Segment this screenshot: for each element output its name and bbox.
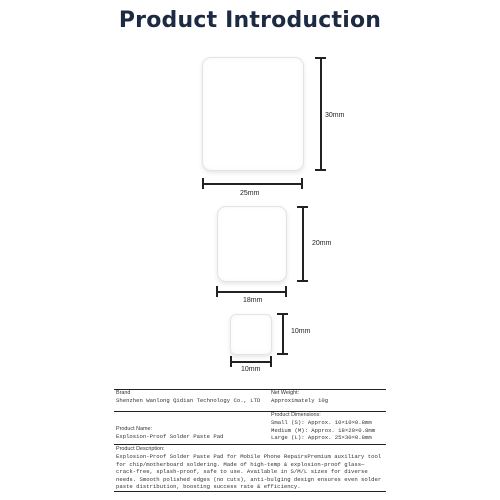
product-name-label: Product Name: xyxy=(116,426,152,432)
medium-width-label: 18mm xyxy=(243,297,263,304)
large-width-tick-right xyxy=(301,178,303,189)
dimension-large: Large (L): Approx. 25×30×0.8mm xyxy=(271,434,372,442)
large-width-dimension-line xyxy=(202,183,302,185)
small-height-label: 10mm xyxy=(291,328,311,335)
table-row-description xyxy=(114,445,386,492)
brand-value: Shenzhen Wanlong Qidian Technology Co., LTD xyxy=(116,397,261,405)
small-height-tick-bottom xyxy=(277,353,288,355)
medium-width-tick-left xyxy=(216,286,218,297)
medium-height-dimension-line xyxy=(302,206,304,281)
small-width-tick-left xyxy=(230,356,232,367)
product-name-value: Explosion-Proof Solder Paste Pad xyxy=(116,433,224,441)
medium-width-dimension-line xyxy=(216,291,286,293)
large-height-tick-bottom xyxy=(315,169,326,171)
medium-width-tick-right xyxy=(285,286,287,297)
medium-pad-image xyxy=(217,206,287,282)
table-row-name xyxy=(114,412,386,445)
small-width-tick-right xyxy=(270,356,272,367)
large-width-label: 25mm xyxy=(240,190,260,197)
net-weight-label: Net Weight: xyxy=(271,390,300,396)
net-weight-cell xyxy=(271,390,328,405)
table-row-brand xyxy=(114,389,386,412)
small-pad-image xyxy=(230,314,272,355)
large-pad-image xyxy=(202,57,304,171)
large-height-dimension-line xyxy=(320,57,322,170)
large-height-label: 30mm xyxy=(325,112,345,119)
brand-cell xyxy=(116,390,260,405)
large-width-tick-left xyxy=(202,178,204,189)
medium-height-tick-top xyxy=(297,206,308,208)
small-width-dimension-line xyxy=(230,361,271,363)
small-height-tick-top xyxy=(277,313,288,315)
net-weight-value: Approximately 10g xyxy=(271,397,329,405)
brand-label: Brand xyxy=(116,390,131,396)
description-text: Explosion-Proof Solder Paste Pad for Mobile Phone RepairsPremium auxiliary tool for chip/motherboard soldering. Made of high-temp & explosion-proof glass—crack-free, splash-proof, safe to use. Available in S/M/L sizes for diverse needs. Smooth polished edges (no cuts), anti-bulging design ensures even solder paste distribution, boosting success rate & efficiency. xyxy=(116,453,382,491)
dimensions-cell xyxy=(271,412,375,442)
product-name-cell xyxy=(116,426,223,441)
product-spec-table xyxy=(114,389,386,492)
medium-height-tick-bottom xyxy=(297,280,308,282)
page-title: Product Introduction xyxy=(118,8,382,33)
small-height-dimension-line xyxy=(282,313,284,354)
medium-height-label: 20mm xyxy=(312,240,332,247)
dimension-medium: Medium (M): Approx. 18×20×0.8mm xyxy=(271,426,376,434)
small-width-label: 10mm xyxy=(241,366,261,373)
description-label: Product Description: xyxy=(116,446,165,452)
dimensions-label: Product Dimensions: xyxy=(271,412,321,418)
large-height-tick-top xyxy=(315,57,326,59)
dimension-small: Small (S): Approx. 10×10×0.8mm xyxy=(271,419,372,427)
